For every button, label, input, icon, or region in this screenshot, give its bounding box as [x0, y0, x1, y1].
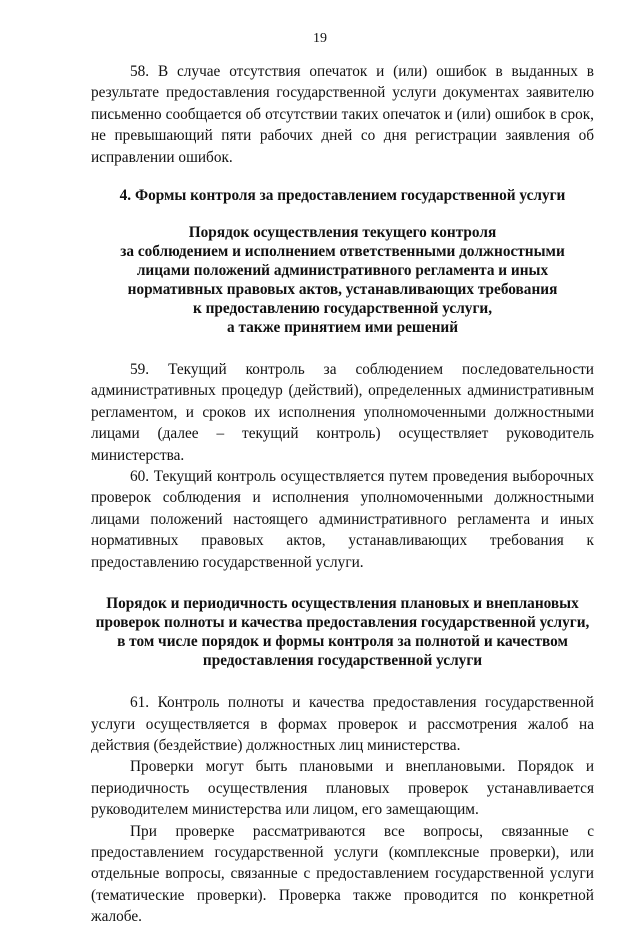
heading-line: нормативных правовых актов, устанавливающих требования	[127, 281, 558, 299]
paragraph-59: 59. Текущий контроль за соблюдением последовательности административных процедур (действий), определенных административным регламентом, и сроков их исполнения уполномоченными должностными лицами (далее – текущий контроль) осуществляет руководитель министерства.	[91, 361, 594, 464]
paragraph-inspection-types: Проверки могут быть плановыми и внеплановыми. Порядок и периодичность осуществления плановых проверок устанавливается руководителем министерства или лицом, его замещающим.	[91, 758, 594, 819]
heading-line: за соблюдением и исполнением ответственными должностными	[120, 243, 565, 261]
paragraph-58: 58. В случае отсутствия опечаток и (или) ошибок в выданных в результате предоставления государственной услуги документах заявителю письменно сообщается об отсутствии таких опечаток и (или) ошибок в срок, не превышающий пяти рабочих дней со дня регистрации заявления об исправлении ошибок.	[91, 63, 594, 166]
heading-line: Порядок осуществления текущего контроля	[188, 224, 497, 242]
paragraph-inspection-scope: При проверке рассматриваются все вопросы, связанные с предоставлением государственной услуги (комплексные проверки), или отдельные вопросы, связанные с предоставлением государственной услуги (тематические проверки). Проверка также проводится по конкретной жалобе.	[91, 822, 594, 926]
document-body	[91, 61, 594, 928]
heading-line: к предоставлению государственной услуги,	[192, 300, 493, 318]
paragraph-61: 61. Контроль полноты и качества предоставления государственной услуги осуществляется в формах проверок и рассмотрения жалоб на действия (бездействие) должностных лиц министерства.	[91, 694, 594, 754]
heading-line: в том числе порядок и формы контроля за полнотой и качеством	[117, 633, 568, 651]
subsection-current-control-heading	[91, 223, 594, 337]
heading-line: а также принятием ими решений	[226, 319, 459, 337]
subsection-inspections-heading	[91, 594, 594, 670]
heading-line: проверок полноты и качества предоставления государственной услуги,	[95, 614, 590, 632]
heading-line: Порядок и периодичность осуществления плановых и внеплановых	[106, 595, 579, 613]
paragraph-60: 60. Текущий контроль осуществляется путем проведения выборочных проверок соблюдения и исполнения уполномоченными должностными лицами положений настоящего административного регламента и иных нормативных правовых актов, устанавливающих требования к предоставлению государственной услуги.	[91, 468, 594, 571]
section-4-heading: 4. Формы контроля за предоставлением государственной услуги	[119, 187, 566, 205]
heading-line: предоставления государственной услуги	[202, 652, 483, 670]
page-number: 19	[313, 31, 327, 46]
heading-line: лицами положений административного регламента и иных	[136, 262, 549, 280]
